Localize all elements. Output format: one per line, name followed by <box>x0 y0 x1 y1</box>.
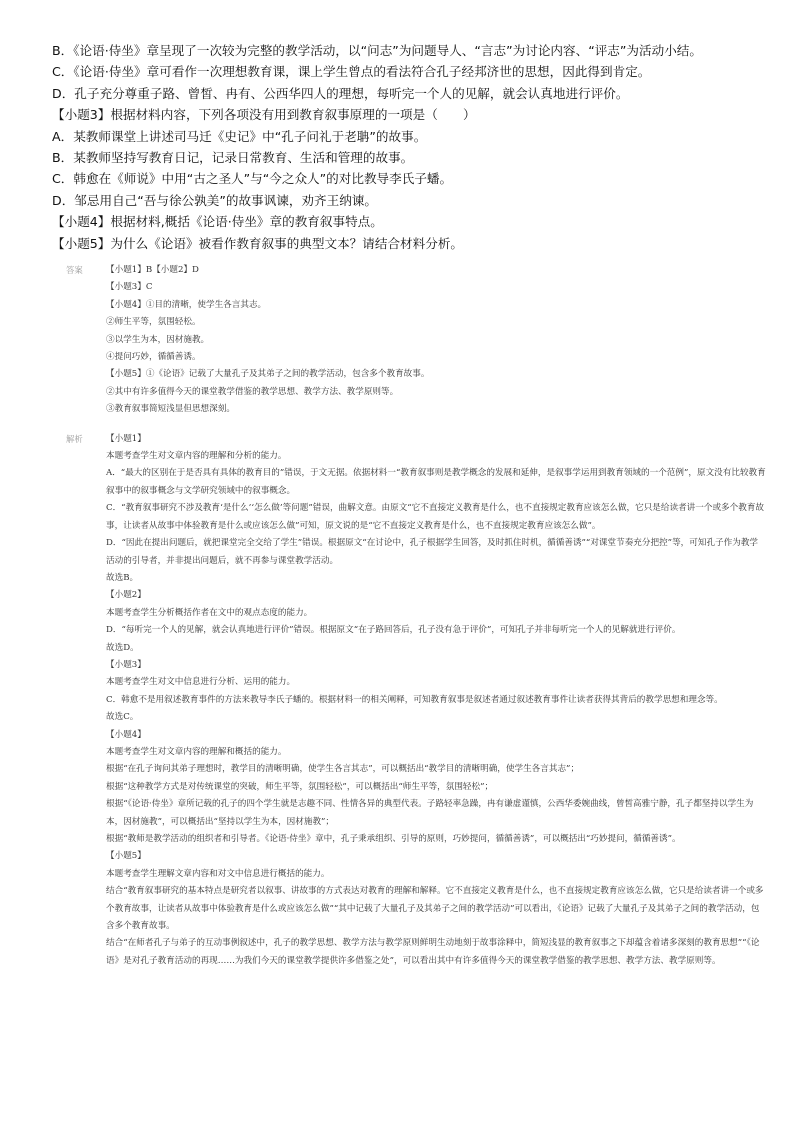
answer-line: 【小题4】①目的清晰，使学生各言其志。 <box>106 299 267 310</box>
answer-body <box>106 262 766 419</box>
analysis-line: 本题考查学生对文章内容的理解和分析的能力。 <box>106 451 287 462</box>
analysis-label: 解析 <box>66 433 83 444</box>
answer-line: ④提问巧妙，循循善诱。 <box>106 352 201 363</box>
analysis-line: 本题考查学生对文中信息进行分析、运用的能力。 <box>106 677 296 688</box>
analysis-line: 结合“教育叙事研究的基本特点是研究者以叙事、讲故事的方式表达对教育的理解和解释。它不直接定义教育是什么，也不直接规定教育应该怎么做，它只是给读者讲一个或多个教育故事，让读者从故事中体验教育是什么或应该怎么做”“其中记载了大量孔子及其弟子之间的教学活动”可以看出，《论语》记载了大量孔子及其弟子之间的教学活动，包含多个教育故事。 <box>106 886 764 932</box>
analysis-line: 故选D。 <box>106 642 139 653</box>
analysis-line: 根据“在孔子询问其弟子理想时，教学目的清晰明确，使学生各言其志”，可以概括出“教学目的清晰明确，使学生各言其志”； <box>106 764 580 775</box>
analysis-line: A．“最大的区别在于是否具有具体的教育目的”错误，于文无据。依据材料一“教育叙事则是教学概念的发展和延伸，是叙事学运用到教育领域的一个范例”，原文没有比较教育叙事中的叙事概念与文学研究领域中的叙事概念。 <box>106 468 766 496</box>
analysis-line: 【小题2】 <box>106 590 146 601</box>
answer-line: 【小题5】①《论语》记载了大量孔子及其弟子之间的教学活动，包含多个教育故事。 <box>106 369 430 380</box>
analysis-line: 【小题3】 <box>106 659 146 670</box>
question-line: C．《论语·侍坐》章可看作一次理想教育课，课上学生曾点的看法符合孔子经邦济世的思想，因此得到肯定。 <box>52 64 651 80</box>
analysis-body <box>106 431 766 971</box>
analysis-line: 根据“《论语·侍坐》章所记载的孔子的四个学生就是志趣不同、性情各异的典型代表。子路轻率急躁，冉有谦虚谨慎，公西华委婉曲线，曾皙高雅宁静，孔子都坚持以学生为本，因材施教”，可以概括出“坚持以学生为本，因材施教”； <box>106 799 754 827</box>
question-line: D．孔子充分尊重子路、曾皙、冉有、公西华四人的理想，每听完一个人的见解，就会认真地进行评价。 <box>52 85 629 101</box>
analysis-line: 故选B。 <box>106 572 139 583</box>
question-line: C．韩愈在《师说》中用“古之圣人”与“今之众人”的对比教导李氏子蟠。 <box>52 171 453 187</box>
question-line: B．某教师坚持写教育日记，记录日常教育、生活和管理的故事。 <box>52 150 414 166</box>
analysis-line: 【小题1】 <box>106 433 146 444</box>
analysis-line: 【小题4】 <box>106 729 146 740</box>
answer-line: ②师生平等，氛围轻松。 <box>106 317 201 328</box>
question-line: 【小题5】为什么《论语》被看作教育叙事的典型文本？请结合材料分析。 <box>52 235 464 251</box>
analysis-line: 【小题5】 <box>106 851 146 862</box>
answer-line: ③以学生为本，因材施教。 <box>106 334 210 345</box>
analysis-line: 结合“在师者孔子与弟子的互动事例叙述中，孔子的教学思想、教学方法与教学原则鲜明生动地刻于故事涂释中，简短浅显的教育叙事之下却蕴含着诸多深刻的教育思想”“《论语》是对孔子教育活动的再现……为我们今天的课堂教学提供许多借鉴之处”，可以看出其中有许多值得今天的课堂教学借鉴的教学思想、教学方法、教学原则等。 <box>106 938 760 966</box>
analysis-line: 本题考查学生分析概括作者在文中的观点态度的能力。 <box>106 607 313 618</box>
analysis-row <box>66 431 766 971</box>
question-line: D．邹忌用自己“吾与徐公孰美”的故事讽谏，劝齐王纳谏。 <box>52 192 377 208</box>
analysis-line: 本题考查学生理解文章内容和对文中信息进行概括的能力。 <box>106 868 330 879</box>
answer-section <box>66 262 766 970</box>
answer-line: 【小题3】C <box>106 282 153 293</box>
analysis-line: 故选C。 <box>106 712 139 723</box>
analysis-line: 根据“教师是教学活动的组织者和引导者。《论语·侍坐》章中，孔子秉承组织、引导的原则，巧妙提问，循循善诱”，可以概括出“巧妙提问，循循善诱”。 <box>106 834 681 844</box>
answer-line: 【小题1】B【小题2】D <box>106 265 199 275</box>
analysis-line: C．“教育叙事研究不涉及教育‘是什么’‘怎么做’等问题”错误，曲解文意。由原文“它不直接定义教育是什么，也不直接规定教育应该怎么做，它只是给读者讲一个或多个教育故事，让读者从故事中体验教育是什么或应该怎么做”可知，原文说的是“它不直接定义教育是什么，也不直接规定教育应该怎么做”。 <box>106 503 765 531</box>
answer-row <box>66 262 766 419</box>
analysis-line: D．“因此在提出问题后，就把课堂完全交给了学生”错误。根据原文“在讨论中，孔子根据学生回答，及时抓住时机，循循善诱”“对课堂节奏充分把控”等，可知孔子作为教学活动的引导者，并非提出问题后，就不再参与课堂教学活动。 <box>106 538 759 566</box>
question-line: B．《论语·侍坐》章呈现了一次较为完整的教学活动，以“问志”为问题导人、“言志”为讨论内容、“评志”为活动小结。 <box>52 43 702 58</box>
analysis-line: D．“每听完一个人的见解，就会认真地进行评价”错误。根据原文“在子路回答后，孔子没有急于评价”，可知孔子并非每听完一个人的见解就进行评价。 <box>106 625 681 636</box>
question-line: A．某教师课堂上讲述司马迁《史记》中“孔子问礼于老聃”的故事。 <box>52 128 427 144</box>
question-block <box>52 40 762 254</box>
answer-label: 答案 <box>66 265 83 275</box>
answer-line: ②其中有许多值得今天的课堂教学借鉴的教学思想、教学方法、教学原则等。 <box>106 386 399 397</box>
answer-line: ③教育叙事简短浅显但思想深刻。 <box>106 404 235 415</box>
question-line: 【小题3】根据材料内容，下列各项没有用到教育叙事原理的一项是（ ） <box>52 107 476 123</box>
analysis-line: C．韩愈不是用叙述教育事件的方法来教导李氏子蟠的。根据材料一的相关阐释，可知教育叙事是叙述者通过叙述教育事件让读者获得其背后的教学思想和理念等。 <box>106 694 723 705</box>
analysis-line: 根据“这种教学方式是对传统课堂的突破，师生平等，氛围轻松”，可以概括出“师生平等，氛围轻松”； <box>106 781 494 792</box>
question-line: 【小题4】根据材料,概括《论语·侍坐》章的教育叙事特点。 <box>52 214 383 230</box>
analysis-line: 本题考查学生对文章内容的理解和概括的能力。 <box>106 746 287 757</box>
